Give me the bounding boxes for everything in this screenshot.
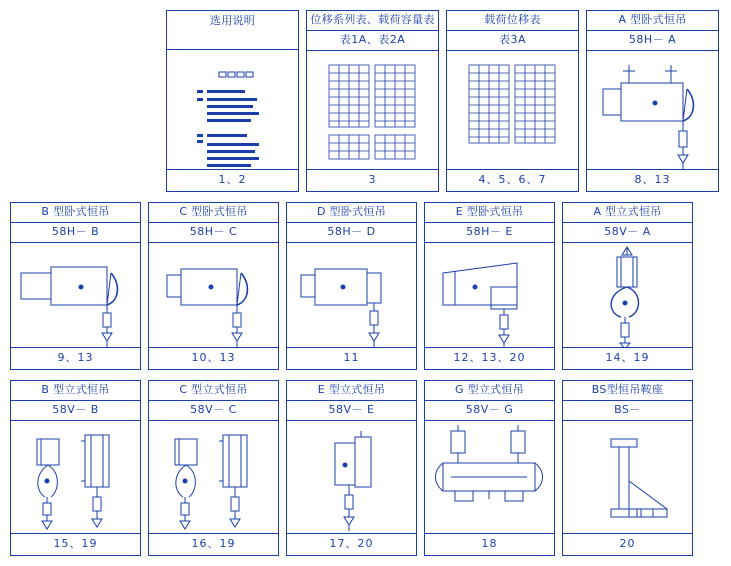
middle-row — [10, 202, 693, 370]
card-figure-vertical-e — [287, 421, 416, 533]
card-vertical-hanger-b[interactable] — [10, 380, 141, 556]
card-title: C 型卧式恒吊 — [149, 203, 278, 223]
card-title: A 型立式恒吊 — [563, 203, 692, 223]
card-title: G 型立式恒吊 — [425, 381, 554, 401]
card-horizontal-hanger-e[interactable] — [424, 202, 555, 370]
card-page-refs: 1、2 — [167, 169, 298, 191]
card-selection-guide[interactable] — [166, 10, 299, 192]
card-subtitle: 58H－ E — [425, 223, 554, 243]
card-subtitle: 58V－ B — [11, 401, 140, 421]
card-subtitle: 58H－ B — [11, 223, 140, 243]
card-page-refs: 4、5、6、7 — [447, 169, 578, 191]
top-row — [166, 10, 719, 192]
card-figure-horizontal-d — [287, 243, 416, 347]
card-subtitle: 58H－ A — [587, 31, 718, 51]
card-figure-vertical-g — [425, 421, 554, 533]
card-horizontal-hanger-a[interactable] — [586, 10, 719, 192]
card-figure-horizontal-a — [587, 51, 718, 169]
card-figure-vertical-c — [149, 421, 278, 533]
bottom-row — [10, 380, 693, 556]
card-title: E 型立式恒吊 — [287, 381, 416, 401]
card-subtitle: 表1A、表2A — [307, 31, 438, 51]
card-subtitle: 58V－ C — [149, 401, 278, 421]
card-title: D 型卧式恒吊 — [287, 203, 416, 223]
card-title: 选用说明 — [167, 11, 298, 50]
card-figure-horizontal-c — [149, 243, 278, 347]
card-title: B 型卧式恒吊 — [11, 203, 140, 223]
card-vertical-hanger-e[interactable] — [286, 380, 417, 556]
card-vertical-hanger-a[interactable] — [562, 202, 693, 370]
card-title: B 型立式恒吊 — [11, 381, 140, 401]
card-figure-horizontal-e — [425, 243, 554, 347]
card-page-refs: 3 — [307, 169, 438, 191]
card-figure-saddle — [563, 421, 692, 533]
card-horizontal-hanger-c[interactable] — [148, 202, 279, 370]
card-figure-tables — [447, 51, 578, 169]
card-figure-vertical-a — [563, 243, 692, 347]
card-vertical-hanger-c[interactable] — [148, 380, 279, 556]
card-horizontal-hanger-d[interactable] — [286, 202, 417, 370]
card-page-refs: 8、13 — [587, 169, 718, 191]
card-title: 位移系列表、载荷容量表 — [307, 11, 438, 31]
card-page-refs: 9、13 — [11, 347, 140, 369]
card-horizontal-hanger-b[interactable] — [10, 202, 141, 370]
card-figure-text-block — [167, 50, 298, 169]
card-title: C 型立式恒吊 — [149, 381, 278, 401]
card-subtitle: 58V－ A — [563, 223, 692, 243]
card-page-refs: 11 — [287, 347, 416, 369]
card-subtitle: 58V－ G — [425, 401, 554, 421]
card-subtitle: 表3A — [447, 31, 578, 51]
card-title: 载荷位移表 — [447, 11, 578, 31]
card-page-refs: 14、19 — [563, 347, 692, 369]
card-subtitle: 58V－ E — [287, 401, 416, 421]
card-subtitle: 58H－ D — [287, 223, 416, 243]
card-page-refs: 18 — [425, 533, 554, 555]
card-figure-vertical-b — [11, 421, 140, 533]
card-title: A 型卧式恒吊 — [587, 11, 718, 31]
card-page-refs: 20 — [563, 533, 692, 555]
card-displacement-tables[interactable] — [306, 10, 439, 192]
card-page-refs: 17、20 — [287, 533, 416, 555]
card-page-refs: 15、19 — [11, 533, 140, 555]
card-figure-horizontal-b — [11, 243, 140, 347]
card-vertical-hanger-g[interactable] — [424, 380, 555, 556]
card-subtitle: BS－ — [563, 401, 692, 421]
card-load-displacement-table[interactable] — [446, 10, 579, 192]
card-title: E 型卧式恒吊 — [425, 203, 554, 223]
card-subtitle: 58H－ C — [149, 223, 278, 243]
card-page-refs: 16、19 — [149, 533, 278, 555]
card-page-refs: 10、13 — [149, 347, 278, 369]
card-hanger-saddle-bs[interactable] — [562, 380, 693, 556]
card-figure-tables — [307, 51, 438, 169]
card-page-refs: 12、13、20 — [425, 347, 554, 369]
card-title: BS型恒吊鞍座 — [563, 381, 692, 401]
